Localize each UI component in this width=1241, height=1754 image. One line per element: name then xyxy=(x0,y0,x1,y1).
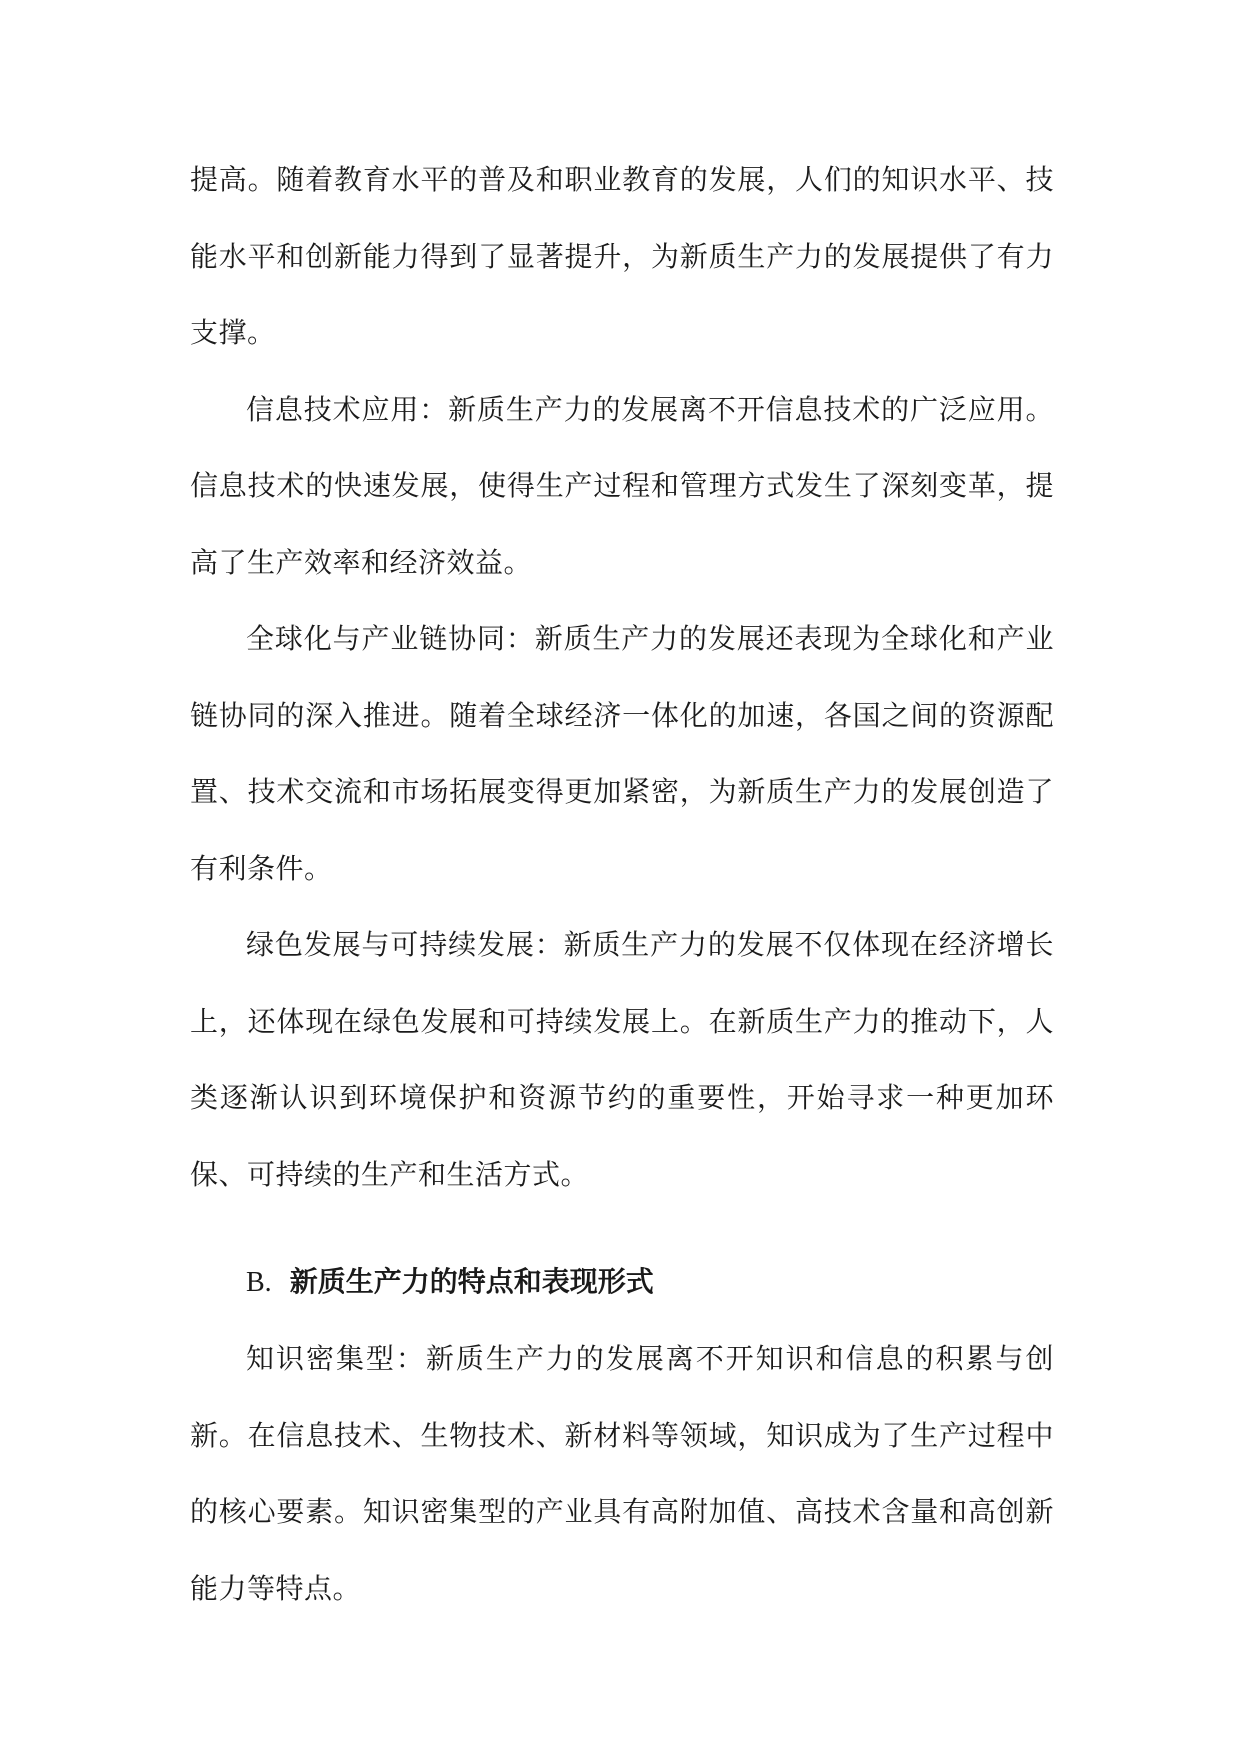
section-heading-number: B. xyxy=(246,1267,272,1298)
paragraph-knowledge-intensive: 知识密集型：新质生产力的发展离不开知识和信息的积累与创新。在信息技术、生物技术、新材料等领域，知识成为了生产过程中的核心要素。知识密集型的产业具有高附加值、高技术含量和高创新能力等特点。 xyxy=(190,1342,1054,1605)
paragraph-globalization: 全球化与产业链协同：新质生产力的发展还表现为全球化和产业链协同的深入推进。随着全球经济一体化的加速，各国之间的资源配置、技术交流和市场拓展变得更加紧密，为新质生产力的发展创造了有利条件。 xyxy=(190,622,1054,885)
paragraph-green-development: 绿色发展与可持续发展：新质生产力的发展不仅体现在经济增长上，还体现在绿色发展和可持续发展上。在新质生产力的推动下，人类逐渐认识到环境保护和资源节约的重要性，开始寻求一种更加环保、可持续的生产和生活方式。 xyxy=(190,928,1054,1191)
document-page xyxy=(190,142,1054,1627)
section-heading-title: 新质生产力的特点和表现形式 xyxy=(289,1265,654,1298)
paragraph-continuation: 提高。随着教育水平的普及和职业教育的发展，人们的知识水平、技能水平和创新能力得到了显著提升，为新质生产力的发展提供了有力支撑。 xyxy=(190,163,1054,349)
section-heading xyxy=(190,1213,1054,1321)
paragraph-information-technology: 信息技术应用：新质生产力的发展离不开信息技术的广泛应用。信息技术的快速发展，使得生产过程和管理方式发生了深刻变革，提高了生产效率和经济效益。 xyxy=(190,392,1054,579)
